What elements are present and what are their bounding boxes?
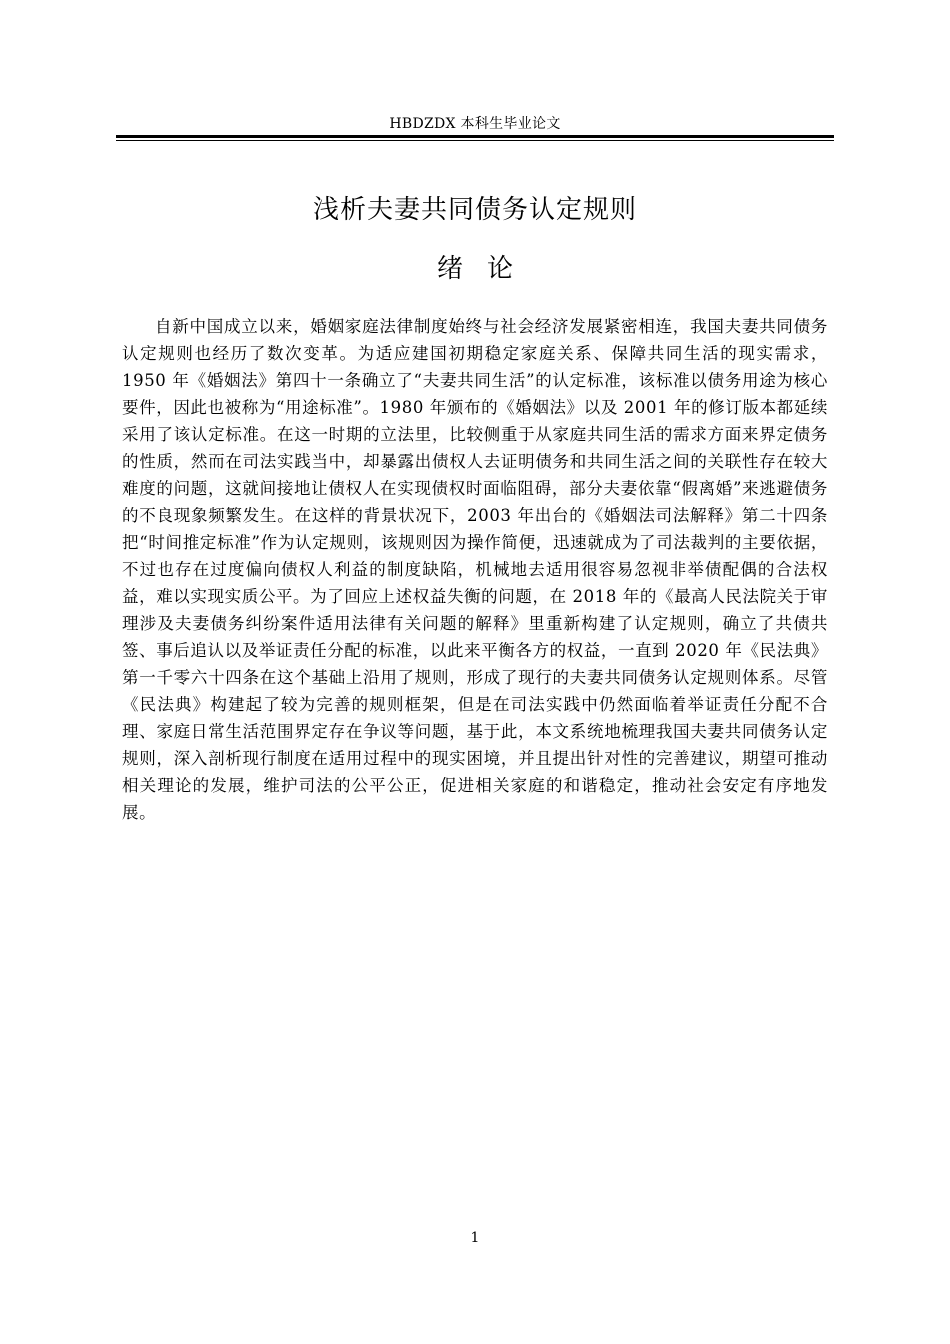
header-divider: [116, 135, 834, 141]
running-header: HBDZDX 本科生毕业论文: [389, 116, 561, 132]
page-number: 1: [470, 1230, 480, 1246]
body-paragraph: 自新中国成立以来，婚姻家庭法律制度始终与社会经济发展紧密相连，我国夫妻共同债务认定规则也经历了数次变革。为适应建国初期稳定家庭关系、保障共同生活的现实需求，1950 年《婚姻法》第四十一条确立了“夫妻共同生活”的认定标准，该标准以债务用途为核心要件，因此也被称为“用途标准”。1980 年颁布的《婚姻法》以及 2001 年的修订版本都延续采用了该认定标准。在这一时期的立法里，比较侧重于从家庭共同生活的需求方面来界定债务的性质，然而在司法实践当中，却暴露出债权人去证明债务和共同生活之间的关联性存在较大难度的问题，这就间接地让债权人在实现债权时面临阻碍，部分夫妻依靠“假离婚”来逃避债务的不良现象频繁发生。在这样的背景状况下，2003 年出台的《婚姻法司法解释》第二十四条把“时间推定标准”作为认定规则，该规则因为操作简便，迅速就成为了司法裁判的主要依据，不过也存在过度偏向债权人利益的制度缺陷，机械地去适用很容易忽视非举债配偶的合法权益，难以实现实质公平。为了回应上述权益失衡的问题，在 2018 年的《最高人民法院关于审理涉及夫妻债务纠纷案件适用法律有关问题的解释》里重新构建了认定规则，确立了共债共签、事后追认以及举证责任分配的标准，以此来平衡各方的权益，一直到 2020 年《民法典》第一千零六十四条在这个基础上沿用了规则，形成了现行的夫妻共同债务认定规则体系。尽管《民法典》构建起了较为完善的规则框架，但是在司法实践中仍然面临着举证责任分配不合理、家庭日常生活范围界定存在争议等问题，基于此，本文系统地梳理我国夫妻共同债务认定规则，深入剖析现行制度在适用过程中的现实困境，并且提出针对性的完善建议，期望可推动相关理论的发展，维护司法的公平公正，促进相关家庭的和谐稳定，推动社会安定有序地发展。: [122, 317, 828, 822]
section-heading: 绪论: [436, 254, 537, 284]
paper-title: 浅析夫妻共同债务认定规则: [312, 195, 637, 225]
